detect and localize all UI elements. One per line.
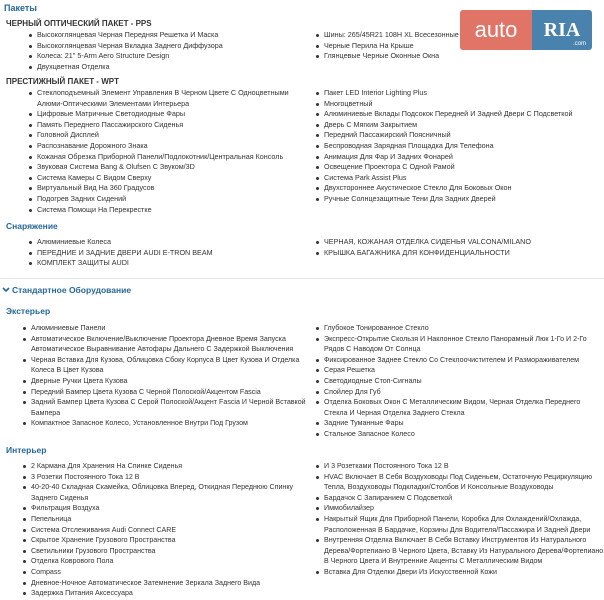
list-item: Виртуальный Вид На 360 Градусов (26, 183, 308, 194)
list-item: Пепельница (20, 514, 308, 525)
list-item: Головной Дисплей (26, 130, 308, 141)
equipment-right-list (313, 237, 601, 258)
list-item: Колеса: 21" 5-Arm Aero Structure Design (26, 51, 311, 62)
list-item: Вставка Для Отделки Двери Из Искусственной Кожи (313, 567, 604, 578)
list-item: Компактное Запасное Колесо, Установленное Внутри Под Грузом (20, 418, 308, 429)
list-item: Накрытый Ящик Для Приборной Панели, Коробка Для Охлаждений/Охлажда, Расположенная В Бардачке, Корзины Для Водителя/Пассажира И Задней Двери (313, 514, 604, 535)
list-item: Система Помощи На Перекрестке (26, 205, 308, 216)
equipment-title: Снаряжение (6, 221, 58, 231)
list-item: 2 Кармана Для Хранения На Спинке Сиденья (20, 461, 308, 472)
list-item: Двухцветная Отделка (26, 62, 311, 73)
list-item: Отделка Коврового Пола (20, 556, 308, 567)
list-item: Фиксированное Заднее Стекло Со Стеклоочистителем И Размораживателем (313, 355, 604, 366)
prestige-package-title: ПРЕСТИЖНЫЙ ПАКЕТ - WPT (6, 77, 119, 86)
list-item: Система Park Assist Plus (313, 173, 603, 184)
list-item: HVAC Включает В Себя Воздуховоды Под Сиденьем, Остаточную Рециркуляцию Тепла, Воздуховоды Подкладки/Столбов И Консольные Воздуховоды (313, 472, 604, 493)
exterior-right-list (313, 323, 604, 440)
list-item: Автоматическое Включение/Выключение Проектора Дневное Время Запуска Автоматическое Выравнивание Автофары Дальнего С Задержкой Выключения (20, 334, 308, 355)
list-item: Передний Бампер Цвета Кузова С Черной Полоской/Акцентом Fascia (20, 387, 308, 398)
list-item: Ручные Солнцезащитные Тени Для Задних Дверей (313, 194, 603, 205)
list-item: Бардачок С Запиранием С Подсветкой (313, 493, 604, 504)
list-item: 3 Розетки Постоянного Тока 12 В (20, 472, 308, 483)
list-item: Многоцветный (313, 99, 603, 110)
list-item: Алюминиевые Вклады Подсокок Передней И Задней Двери С Подсветкой (313, 109, 603, 120)
packages-title: Пакеты (4, 3, 37, 13)
prestige-right-list (313, 88, 603, 205)
chevron-down-icon (2, 284, 12, 296)
list-item: Compass (20, 567, 308, 578)
list-item: Светильники Грузового Пространства (20, 546, 308, 557)
exterior-title: Экстерьер (6, 306, 51, 316)
list-item: Скрытое Хранение Грузового Пространства (20, 535, 308, 546)
list-item: Отделка Боковых Окон С Металлическим Видом, Черная Отделка Переднего Стекла И Черная Отделка Заднего Стекла (313, 397, 604, 418)
standard-equipment-toggle[interactable] (2, 284, 131, 296)
list-item: Задержка Питания Аксессуара (20, 588, 308, 599)
list-item: КРЫШКА БАГАЖНИКА ДЛЯ КОНФИДЕНЦИАЛЬНОСТИ (313, 248, 601, 259)
list-item: ПЕРЕДНИЕ И ЗАДНИЕ ДВЕРИ AUDI E-TRON BEAM (26, 248, 311, 259)
list-item: Распознавание Дорожного Знака (26, 141, 308, 152)
list-item: Шины: 265/45R21 108H XL Всесезонные (313, 30, 601, 41)
list-item: Цифровые Матричные Светодиодные Фары (26, 109, 308, 120)
interior-title: Интерьер (6, 445, 47, 455)
list-item: Алюминиевые Панели (20, 323, 308, 334)
list-item: Беспроводная Зарядная Площадка Для Телефона (313, 141, 603, 152)
list-item: Фильтрация Воздуха (20, 503, 308, 514)
list-item: Высокоглянцевая Черная Вкладка Заднего Диффузора (26, 41, 311, 52)
list-item: Дверные Ручки Цвета Кузова (20, 376, 308, 387)
list-item: Светодиодные Стоп-Сигналы (313, 376, 604, 387)
list-item: Высокоглянцевая Черная Передняя Решетка И Маска (26, 30, 311, 41)
list-item: Дневное-Ночное Автоматическое Затемнение Зеркала Заднего Вида (20, 578, 308, 589)
list-item: Черные Перила На Крыше (313, 41, 601, 52)
list-item: Серая Решетка (313, 365, 604, 376)
list-item: Задний Бампер Цвета Кузова С Серой Полоской/Акцент Fascia И Черной Вставкой Бампера (20, 397, 308, 418)
autoria-logo (460, 10, 596, 54)
logo-ria-text: RIA (543, 18, 581, 41)
exterior-left-list (20, 323, 308, 429)
equipment-left-list (26, 237, 311, 269)
black-optic-left-list (26, 30, 311, 72)
list-item: Экспресс-Открытие Скользя И Наклонное Стекло Панорамный Люк 1-Го И 2-Го Рядов С Наводом От Солнца (313, 334, 604, 355)
list-item: Дверь С Мягким Закрытием (313, 120, 603, 131)
list-item: Черная Вставка Для Кузова, Облицовка Сбоку Корпуса В Цвет Кузова И Отделка Колеса В Цвет Кузова (20, 355, 308, 376)
list-item: Звуковая Система Bang & Olufsen С Звуком/3D (26, 162, 308, 173)
list-item: Память Переднего Пассажирского Сиденья (26, 120, 308, 131)
list-item: Освещение Проектора С Одной Рамой (313, 162, 603, 173)
prestige-left-list (26, 88, 308, 215)
list-item: ЧЕРНАЯ, КОЖАНАЯ ОТДЕЛКА СИДЕНЬЯ VALCONA/MILANO (313, 237, 601, 248)
list-item: КОМПЛЕКТ ЗАЩИТЫ AUDI (26, 258, 311, 269)
list-item: Передний Пассажирский Поясничный (313, 130, 603, 141)
list-item: Задние Туманные Фары (313, 418, 604, 429)
list-item: Иммобилайзер (313, 503, 604, 514)
logo-ria (532, 10, 592, 50)
list-item: Анимация Для Фар И Задних Фонарей (313, 152, 603, 163)
list-item: И 3 Розетками Постоянного Тока 12 В (313, 461, 604, 472)
interior-left-list (20, 461, 308, 599)
interior-right-list (313, 461, 604, 578)
list-item: Система Отслеживания Audi Connect CARE (20, 525, 308, 536)
list-item: Пакет LED Interior Lighting Plus (313, 88, 603, 99)
list-item: Стальное Запасное Колесо (313, 429, 604, 440)
list-item: Глубокое Тонированное Стекло (313, 323, 604, 334)
standard-equipment-title: Стандартное Оборудование (12, 285, 132, 295)
list-item: Двухстороннее Акустическое Стекло Для Боковых Окон (313, 183, 603, 194)
list-item: Система Камеры С Видом Сверху (26, 173, 308, 184)
logo-auto: auto (460, 10, 532, 50)
black-optic-package-title: ЧЕРНЫЙ ОПТИЧЕСКИЙ ПАКЕТ - PPS (6, 19, 152, 28)
list-item: Кожаная Обрезка Приборной Панели/Подлокотник/Центральная Консоль (26, 152, 308, 163)
list-item: Спойлер Для Губ (313, 387, 604, 398)
list-item: Стеклоподъемный Элемент Управления В Черном Цвете С Одноцветными Алюми-Оптическими Элементами Интерьера (26, 88, 308, 109)
divider (0, 278, 604, 279)
logo-suffix: .com (572, 41, 586, 47)
list-item: Глянцевые Черные Оконные Окна (313, 51, 601, 62)
list-item: Подогрев Задних Сидений (26, 194, 308, 205)
list-item: Алюминиевые Колеса (26, 237, 311, 248)
list-item: Внутренняя Отделка Включает В Себя Вставку Инструментов Из Натурального Дерева/Фортепиано В Черного Цвета, Вставку Из Натурального Дерева/Фортепиано В Черного Цвета И Внутренние Акценты С Металлическим Видом (313, 535, 604, 567)
list-item: 40-20-40 Складная Скамейка, Облицовка Вперед, Откидная Переднюю Спинку Заднего Сиденья (20, 482, 308, 503)
